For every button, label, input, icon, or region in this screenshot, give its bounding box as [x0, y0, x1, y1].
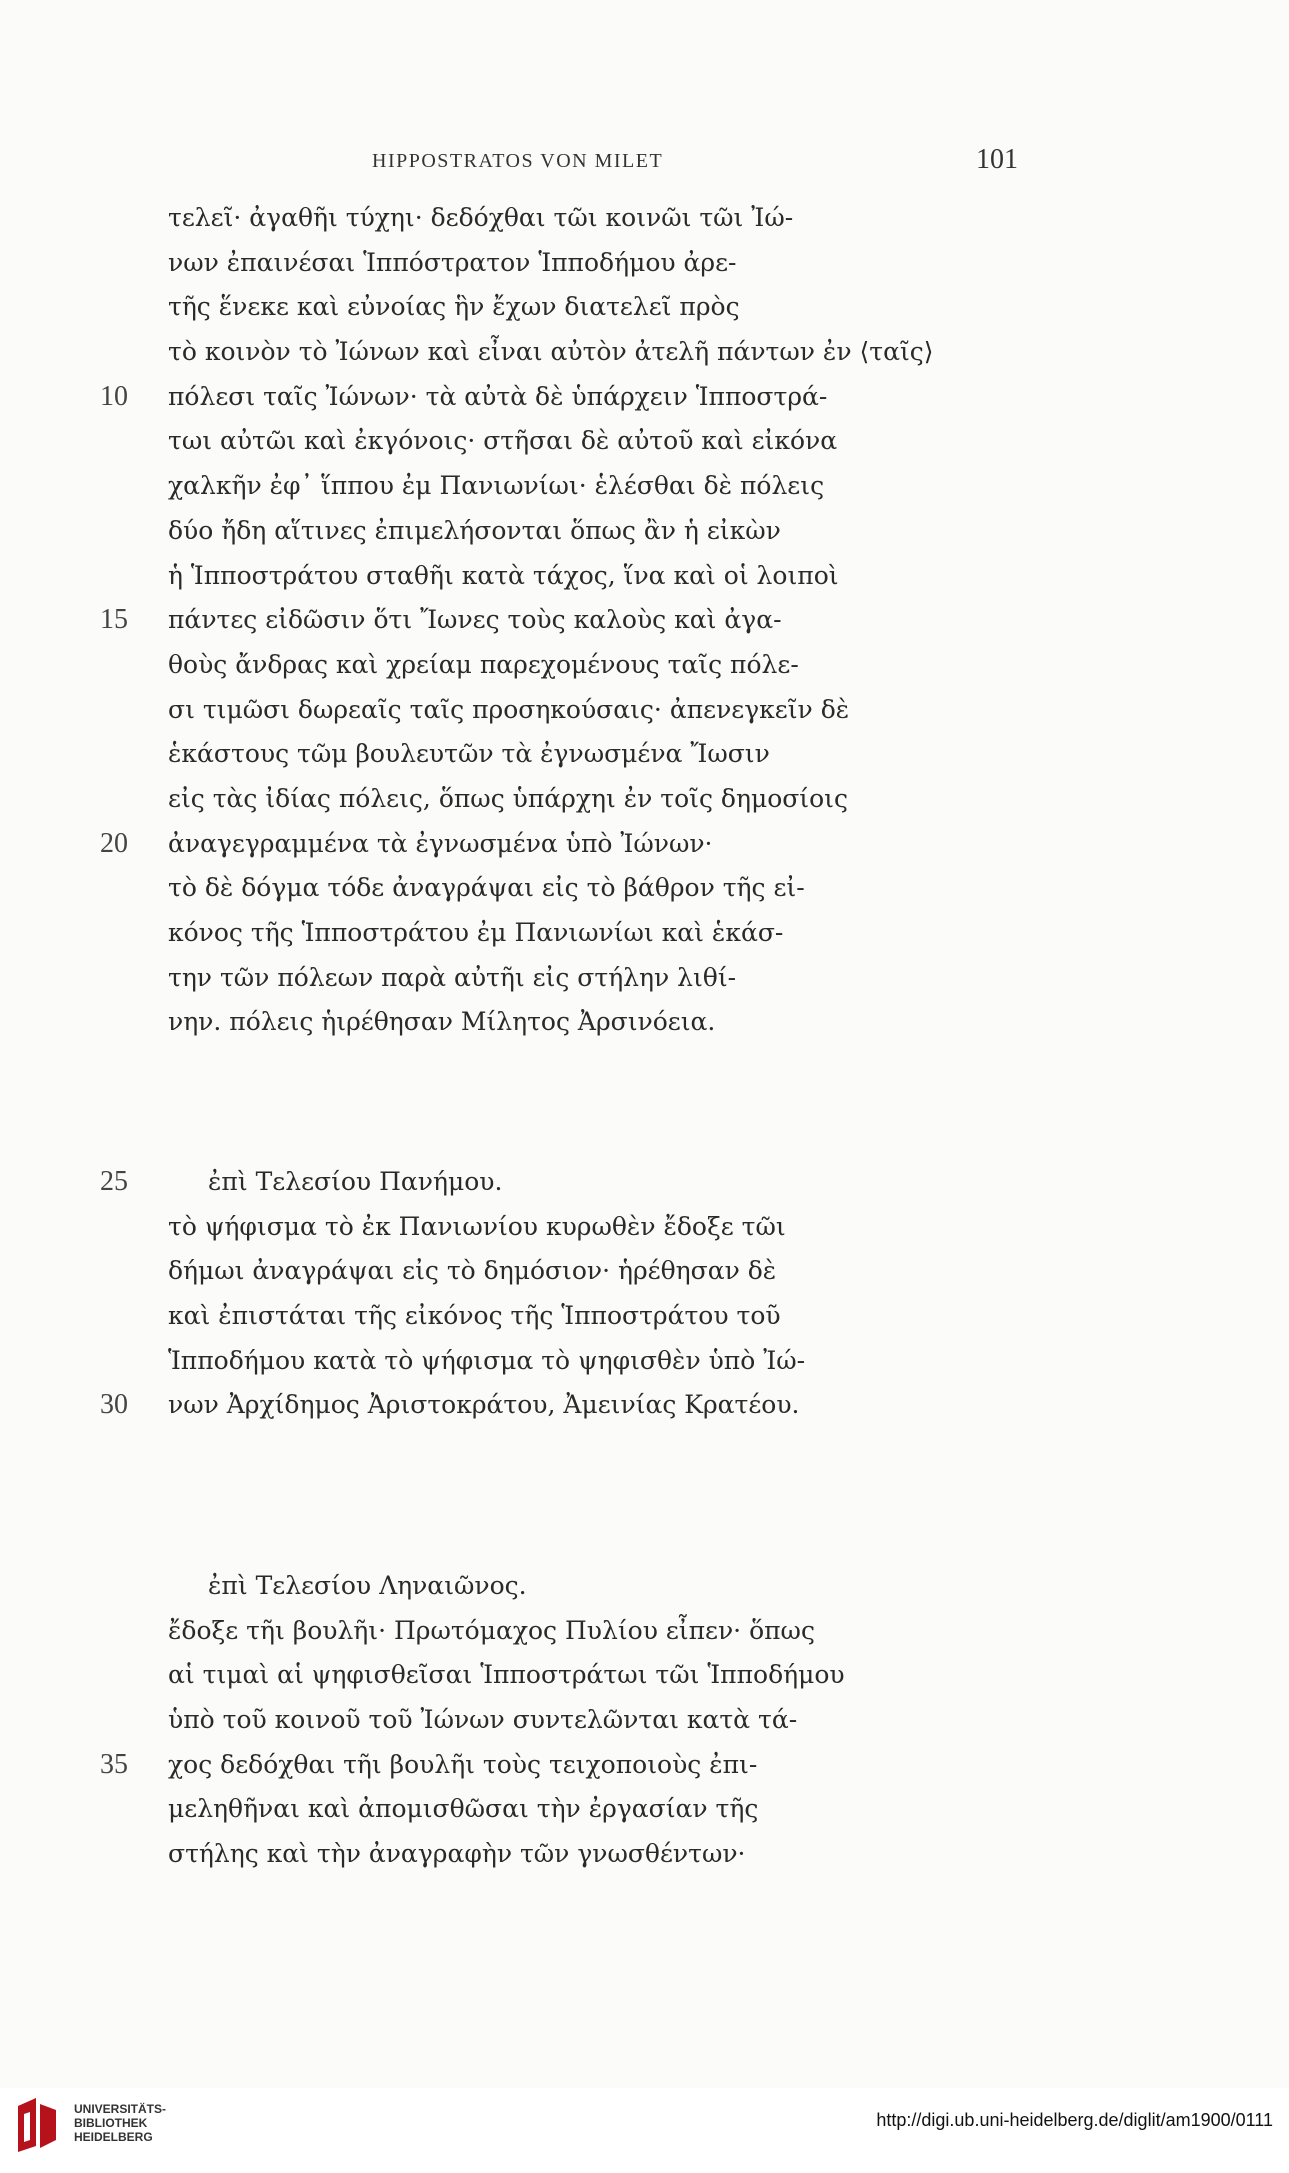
text-block-1 — [0, 196, 1289, 1045]
text-block-3 — [0, 1564, 1289, 1877]
line-number: 30 — [100, 1389, 128, 1421]
greek-text: ἑκάστους τῶμ βουλευτῶν τὰ ἐγνωσμένα Ἴωσιν — [168, 739, 770, 769]
greek-text: τελεῖ· ἀγαθῆι τύχηι· δεδόχθαι τῶι κοινῶι τῶι Ἰώ- — [168, 203, 794, 232]
text-line — [0, 777, 1289, 822]
text-line — [0, 1000, 1289, 1045]
text-block-2 — [0, 1160, 1289, 1428]
greek-text: νην. πόλεις ἡιρέθησαν Μίλητος Ἀρσινόεια. — [168, 1007, 716, 1037]
text-line — [0, 1743, 1289, 1788]
library-name-line-3: HEIDELBERG — [74, 2130, 153, 2144]
line-number: 20 — [100, 827, 128, 859]
text-line — [0, 1160, 1289, 1205]
greek-text: νων Ἀρχίδημος Ἀριστοκράτου, Ἀμεινίας Κρατέου. — [168, 1390, 800, 1420]
text-line — [0, 598, 1289, 643]
greek-text: χος δεδόχθαι τῆι βουλῆι τοὺς τειχοποιοὺς ἐπι- — [168, 1749, 758, 1779]
text-line — [0, 643, 1289, 688]
text-line — [0, 554, 1289, 599]
greek-text: δήμωι ἀναγράψαι εἰς τὸ δημόσιον· ἡρέθησαν δὲ — [168, 1256, 777, 1286]
greek-text: στήλης καὶ τὴν ἀναγραφὴν τῶν γνωσθέντων· — [168, 1839, 746, 1869]
greek-text: τῆς ἕνεκε καὶ εὐνοίας ἣν ἔχων διατελεῖ πρὸς — [168, 292, 740, 322]
text-line — [0, 866, 1289, 911]
text-line — [0, 1249, 1289, 1294]
greek-text: νων ἐπαινέσαι Ἱππόστρατον Ἱπποδήμου ἀρε- — [168, 247, 737, 277]
text-line — [0, 1787, 1289, 1832]
library-footer — [0, 2088, 1289, 2173]
text-line — [0, 1564, 1289, 1609]
greek-text: μεληθῆναι καὶ ἀπομισθῶσαι τὴν ἐργασίαν τῆς — [168, 1794, 759, 1824]
library-name — [74, 2102, 166, 2144]
line-number: 10 — [100, 380, 128, 412]
text-line — [0, 688, 1289, 733]
line-number: 35 — [100, 1748, 128, 1780]
greek-text: τωι αὐτῶι καὶ ἐκγόνοις· στῆσαι δὲ αὐτοῦ καὶ εἰκόνα — [168, 426, 838, 456]
greek-text: ἔδοξε τῆι βουλῆι· Πρωτόμαχος Πυλίου εἶπεν· ὅπως — [168, 1615, 815, 1645]
greek-text: εἰς τὰς ἰδίας πόλεις, ὅπως ὑπάρχηι ἐν τοῖς δημοσίοις — [168, 783, 848, 813]
greek-text: κόνος τῆς Ἱπποστράτου ἐμ Πανιωνίωι καὶ ἑκάσ- — [168, 918, 784, 947]
text-line — [0, 241, 1289, 286]
text-line — [0, 375, 1289, 420]
text-line — [0, 419, 1289, 464]
running-title: HIPPOSTRATOS VON MILET — [372, 150, 664, 172]
text-line — [0, 330, 1289, 375]
text-line — [0, 1832, 1289, 1877]
greek-text: ἀναγεγραμμένα τὰ ἐγνωσμένα ὑπὸ Ἰώνων· — [168, 828, 713, 858]
source-url-link[interactable]: http://digi.ub.uni-heidelberg.de/diglit/am1900/0111 — [876, 2110, 1273, 2130]
greek-text: θοὺς ἄνδρας καὶ χρείαμ παρεχομένους ταῖς πόλε- — [168, 649, 799, 679]
greek-text: Ἱπποδήμου κατὰ τὸ ψήφισμα τὸ ψηφισθὲν ὑπὸ Ἰώ- — [168, 1345, 806, 1375]
text-line — [0, 1339, 1289, 1384]
greek-text: πάντες εἰδῶσιν ὅτι Ἴωνες τοὺς καλοὺς καὶ ἀγα- — [168, 605, 782, 635]
greek-text: ἐπὶ Τελεσίου Ληναιῶνος. — [208, 1571, 527, 1600]
greek-text: ἐπὶ Τελεσίου Πανήμου. — [208, 1167, 503, 1196]
greek-text: αἱ τιμαὶ αἱ ψηφισθεῖσαι Ἱπποστράτωι τῶι Ἱπποδήμου — [168, 1660, 845, 1690]
line-number: 15 — [100, 604, 128, 636]
text-line — [0, 464, 1289, 509]
text-line — [0, 509, 1289, 554]
greek-text: τὸ δὲ δόγμα τόδε ἀναγράψαι εἰς τὸ βάθρον τῆς εἰ- — [168, 873, 805, 903]
greek-text: δύο ἤδη αἵτινες ἐπιμελήσονται ὅπως ἂν ἡ εἰκὼν — [168, 515, 781, 545]
text-line — [0, 956, 1289, 1001]
text-line — [0, 1609, 1289, 1654]
text-line — [0, 732, 1289, 777]
greek-text: χαλκῆν ἐφ᾽ ἵππου ἐμ Πανιωνίωι· ἑλέσθαι δὲ πόλεις — [168, 471, 825, 501]
greek-text: τὸ κοινὸν τὸ Ἰώνων καὶ εἶναι αὐτὸν ἀτελῆ πάντων ἐν ⟨ταῖς⟩ — [168, 337, 934, 367]
greek-text: ὑπὸ τοῦ κοινοῦ τοῦ Ἰώνων συντελῶνται κατὰ τά- — [168, 1705, 798, 1735]
library-name-line-1: UNIVERSITÄTS- — [74, 2102, 167, 2116]
text-line — [0, 1653, 1289, 1698]
text-line — [0, 1205, 1289, 1250]
greek-text: σι τιμῶσι δωρεαῖς ταῖς προσηκούσαις· ἀπενεγκεῖν δὲ — [168, 694, 850, 724]
text-line — [0, 822, 1289, 867]
line-number: 25 — [100, 1166, 128, 1197]
text-line — [0, 911, 1289, 956]
text-line — [0, 1383, 1289, 1428]
text-line — [0, 196, 1289, 241]
greek-text: την τῶν πόλεων παρὰ αὐτῆι εἰς στήλην λιθί- — [168, 962, 737, 992]
text-line — [0, 285, 1289, 330]
greek-text: ἡ Ἱπποστράτου σταθῆι κατὰ τάχος, ἵνα καὶ οἱ λοιποὶ — [168, 560, 839, 590]
greek-text: καὶ ἐπιστάται τῆς εἰκόνος τῆς Ἱπποστράτου τοῦ — [168, 1301, 781, 1331]
greek-text: τὸ ψήφισμα τὸ ἐκ Πανιωνίου κυρωθὲν ἔδοξε τῶι — [168, 1211, 786, 1241]
page-number: 101 — [976, 144, 1018, 175]
text-line — [0, 1698, 1289, 1743]
library-name-line-2: BIBLIOTHEK — [74, 2116, 148, 2130]
greek-text: πόλεσι ταῖς Ἰώνων· τὰ αὐτὰ δὲ ὑπάρχειν Ἱπποστρά- — [168, 381, 828, 411]
text-line — [0, 1294, 1289, 1339]
library-logo-icon — [14, 2096, 60, 2154]
